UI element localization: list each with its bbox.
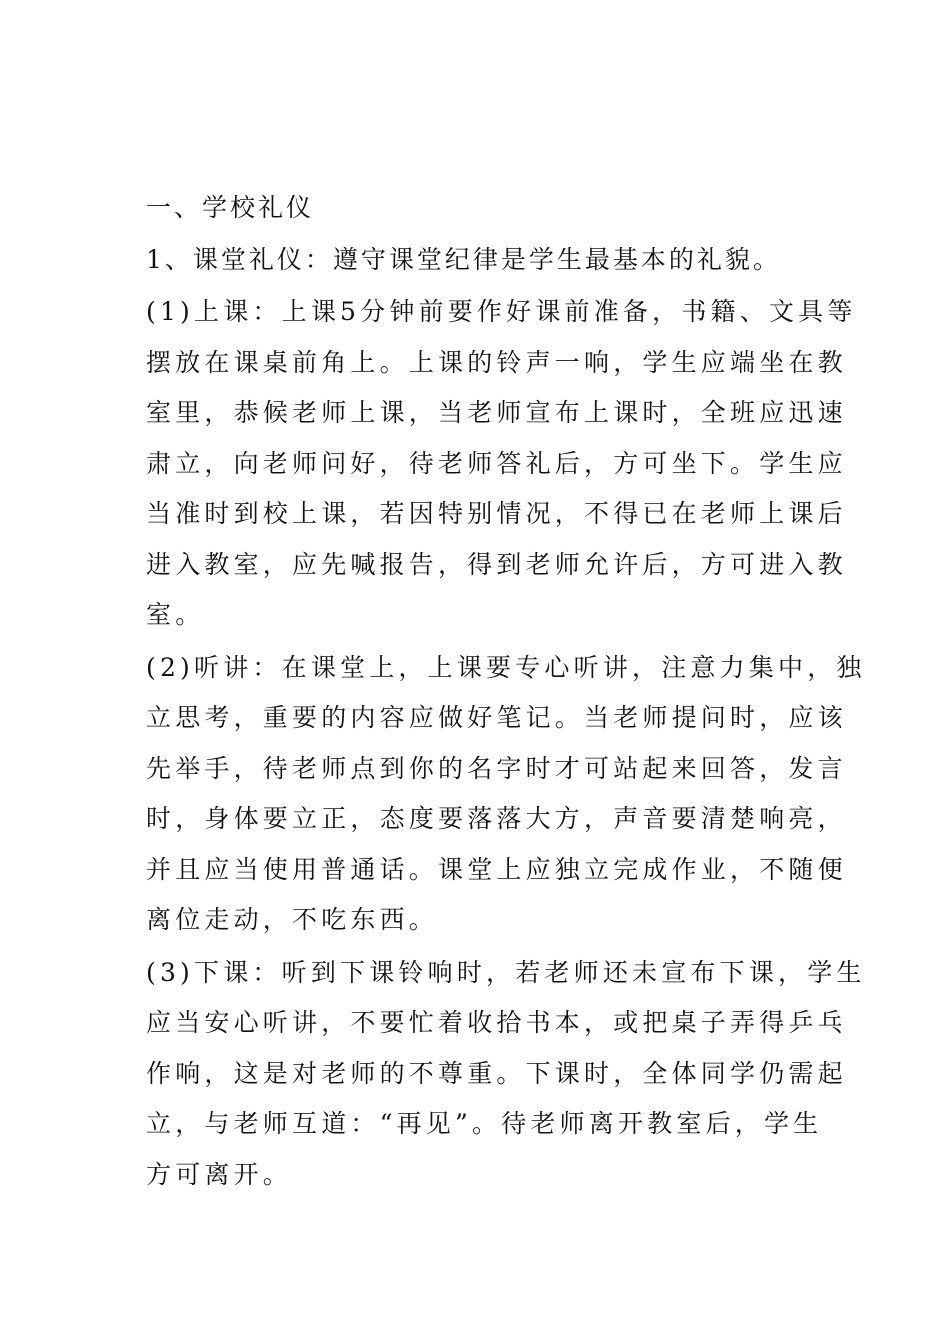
paragraph-line: 室里，恭候老师上课，当老师宣布上课时，全班应迅速 bbox=[146, 398, 847, 427]
paragraph-line: 先举手，待老师点到你的名字时才可站起来回答，发言 bbox=[146, 753, 847, 783]
paragraph-line: 立，与老师互道：“再见”。待老师离开教室后，学生 bbox=[146, 1109, 823, 1138]
paragraph-line: 进入教室，应先喊报告，得到老师允许后，方可进入教 bbox=[146, 549, 847, 579]
section-title: 1、课堂礼仪：遵守课堂纪律是学生最基本的礼貌。 bbox=[146, 245, 781, 274]
paragraph-line: 并且应当使用普通话。课堂上应独立完成作业，不随便 bbox=[146, 854, 847, 884]
paragraph-line: 室。 bbox=[146, 600, 205, 629]
paragraph-line: 离位走动，不吃东西。 bbox=[146, 905, 439, 934]
document-heading: 一、学校礼仪 bbox=[146, 193, 315, 222]
paragraph-line: (1)上课：上课5分钟前要作好课前准备，书籍、文具等 bbox=[146, 297, 857, 326]
paragraph-line: 立思考，重要的内容应做好笔记。当老师提问时，应该 bbox=[146, 703, 847, 732]
paragraph-class-start bbox=[146, 287, 857, 641]
paragraph-line: 方可离开。 bbox=[146, 1159, 293, 1189]
paragraph-line: 作响，这是对老师的不尊重。下课时，全体同学仍需起 bbox=[146, 1058, 847, 1088]
paragraph-line: 当准时到校上课，若因特别情况，不得已在老师上课后 bbox=[146, 499, 847, 528]
paragraph-line: 应当安心听讲，不要忙着收拾书本，或把桌子弄得乒乓 bbox=[146, 1008, 847, 1037]
paragraph-line: 肃立，向老师问好，待老师答礼后，方可坐下。学生应 bbox=[146, 448, 847, 478]
paragraph-line: 时，身体要立正，态度要落落大方，声音要清楚响亮， bbox=[146, 804, 847, 833]
paragraph-listening bbox=[146, 643, 866, 946]
paragraph-line: (2)听讲：在课堂上，上课要专心听讲，注意力集中，独 bbox=[146, 652, 866, 682]
paragraph-line: (3)下课：听到下课铃响时，若老师还未宣布下课，学生 bbox=[146, 957, 866, 987]
paragraph-class-end bbox=[146, 948, 866, 1201]
document-body bbox=[146, 183, 866, 1202]
paragraph-line: 摆放在课桌前角上。上课的铃声一响，学生应端坐在教 bbox=[146, 347, 847, 377]
